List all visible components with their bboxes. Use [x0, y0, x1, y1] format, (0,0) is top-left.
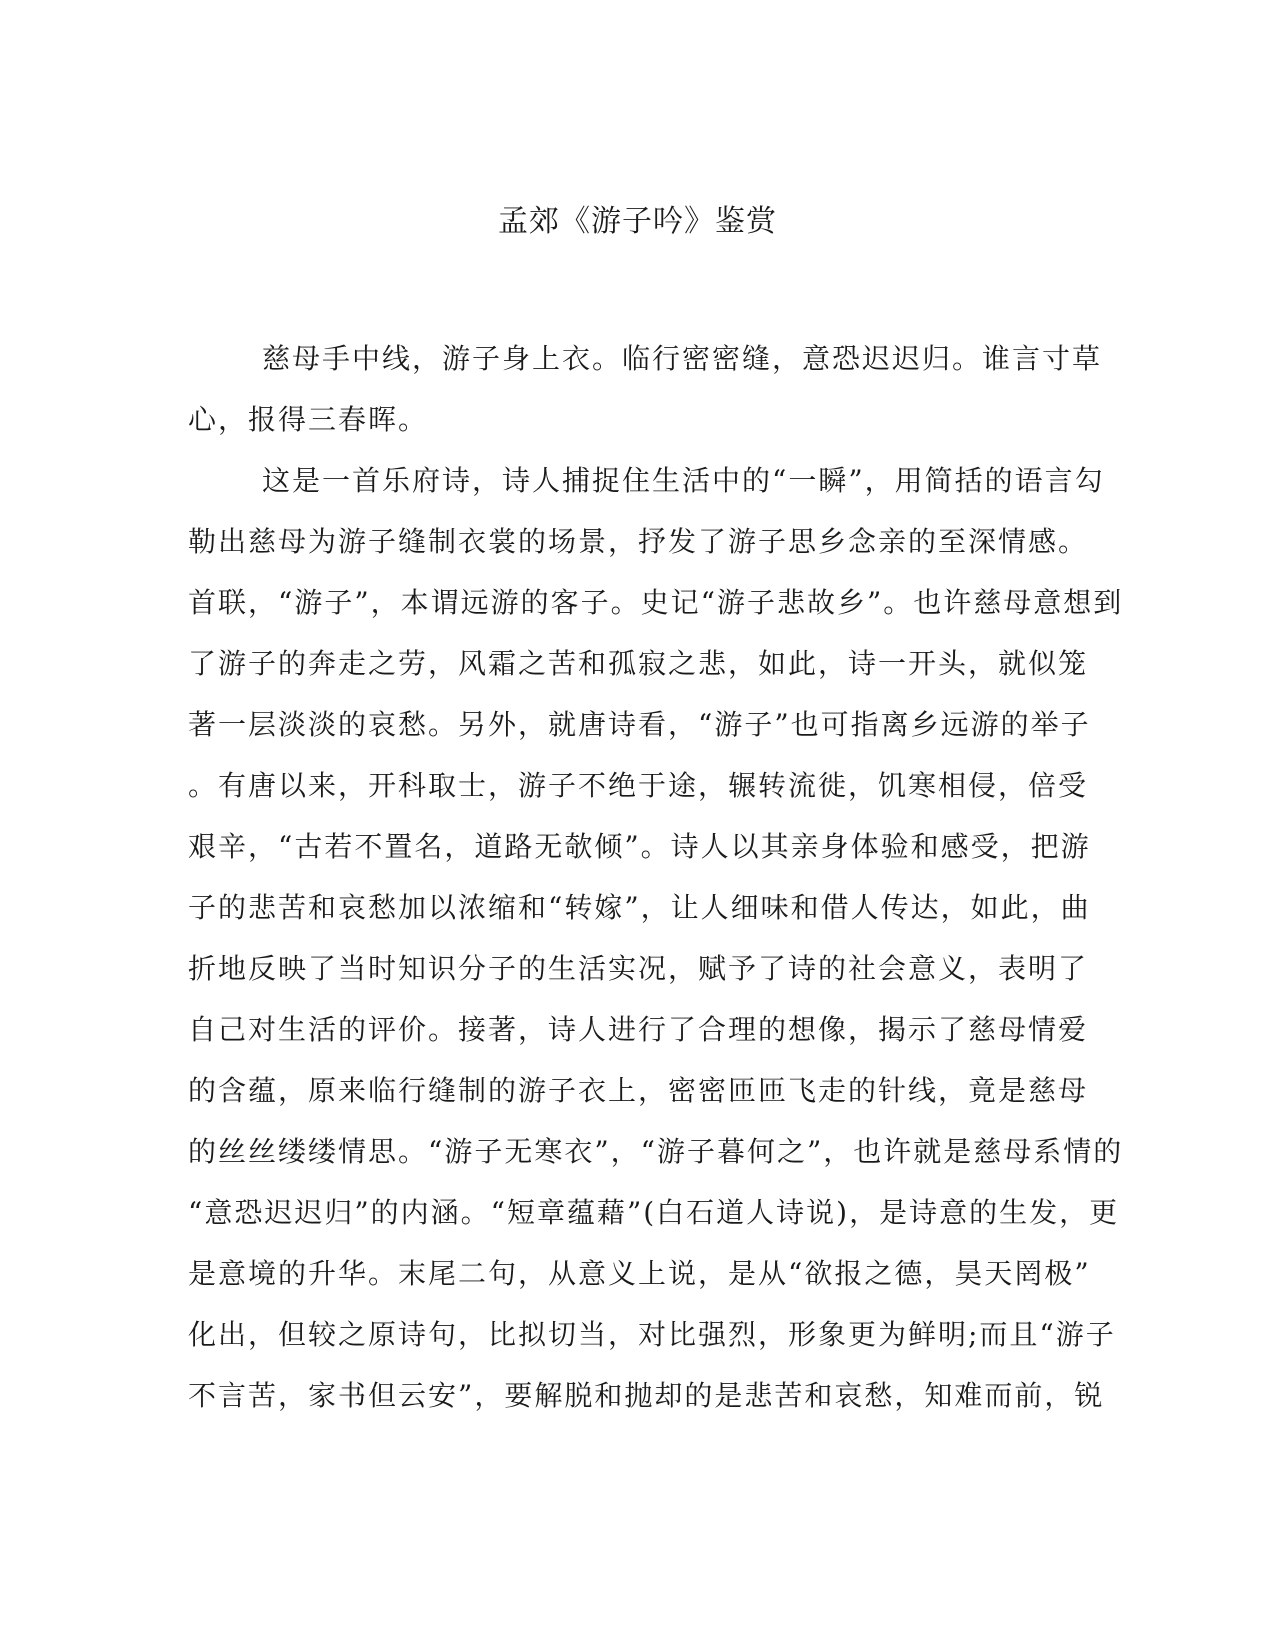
text-line: 的丝丝缕缕情思。“游子无寒衣”，“游子暮何之”，也许就是慈母系情的 [188, 1135, 1124, 1168]
text-line: 这是一首乐府诗，诗人捕捉住生活中的“一瞬”，用简括的语言勾 [262, 464, 1105, 497]
text-line: 不言苦，家书但云安”，要解脱和抛却的是悲苦和哀愁，知难而前，锐 [188, 1379, 1105, 1412]
text-line: 艰辛，“古若不置名，道路无欹倾”。诗人以其亲身体验和感受，把游 [188, 830, 1091, 863]
text-line: 勒出慈母为游子缝制衣裳的场景，抒发了游子思乡念亲的至深情感。 [188, 525, 1089, 558]
text-line: 了游子的奔走之劳，风霜之苦和孤寂之悲，如此，诗一开头，就似笼 [188, 647, 1089, 680]
text-line: 子的悲苦和哀愁加以浓缩和“转嫁”，让人细味和借人传达，如此，曲 [188, 891, 1091, 924]
text-line: 化出，但较之原诗句，比拟切当，对比强烈，形象更为鲜明;而且“游子 [188, 1318, 1116, 1351]
text-line: 折地反映了当时知识分子的生活实况，赋予了诗的社会意义，表明了 [188, 952, 1089, 985]
text-line: 自己对生活的评价。接著，诗人进行了合理的想像，揭示了慈母情爱 [188, 1013, 1089, 1046]
text-line: 是意境的升华。末尾二句，从意义上说，是从“欲报之德，昊天罔极” [188, 1257, 1091, 1290]
text-line: 的含蕴，原来临行缝制的游子衣上，密密匝匝飞走的针线，竟是慈母 [188, 1074, 1089, 1107]
body-text [188, 328, 1124, 1426]
text-line: “意恐迟迟归”的内涵。“短章蕴藉”(白石道人诗说)，是诗意的生发，更 [188, 1196, 1120, 1229]
text-line: 著一层淡淡的哀愁。另外，就唐诗看，“游子”也可指离乡远游的举子 [188, 708, 1091, 741]
text-line: 。有唐以来，开科取士，游子不绝于途，辗转流徙，饥寒相侵，倍受 [188, 769, 1089, 802]
text-line: 心，报得三春晖。 [188, 403, 429, 436]
text-line: 首联，“游子”，本谓远游的客子。史记“游子悲故乡”。也许慈母意想到 [188, 586, 1124, 619]
page-title: 孟郊《游子吟》鉴赏 [498, 204, 777, 239]
text-line: 慈母手中线，游子身上衣。临行密密缝，意恐迟迟归。谁言寸草 [262, 342, 1103, 375]
